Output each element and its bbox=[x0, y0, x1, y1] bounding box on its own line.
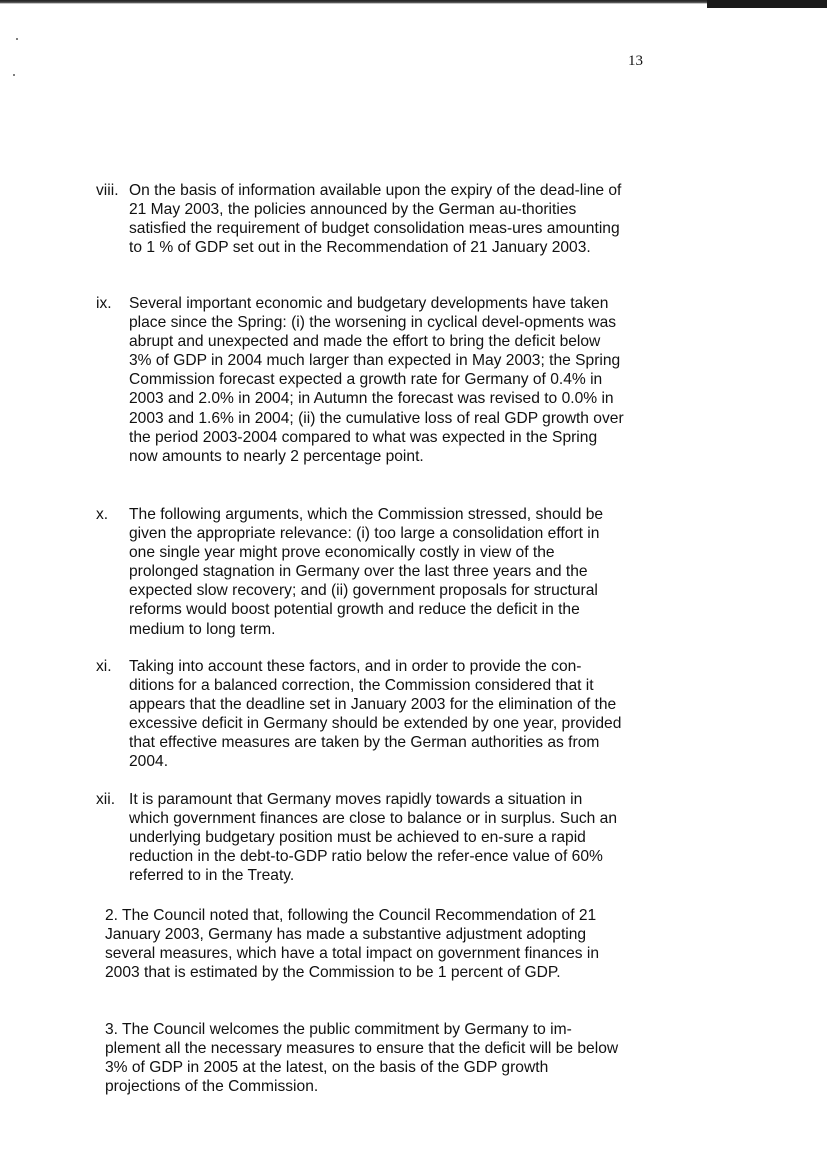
list-item-ix bbox=[96, 294, 626, 466]
paragraph-2: 2. The Council noted that, following the Council Recommendation of 21 January 2003, Germany has made a substantive adjustment adopting several measures, which have a total impact on government finances in 2003 that is estimated by the Commission to be 1 percent of GDP. bbox=[105, 907, 600, 982]
list-item-text: It is paramount that Germany moves rapidly towards a situation in which government finances are close to balance or in surplus. Such an underlying budgetary position must be achieved to en-sure a rapid reduction in the debt-to-GDP ratio below the refer-ence value of 60% referred to in the Treaty. bbox=[129, 791, 618, 885]
list-item-text: Several important economic and budgetary developments have taken place since the Spring: (i) the worsening in cyclical devel-opments was abrupt and unexpected and made the effort to bring the deficit below 3% of GDP in 2004 much larger than expected in May 2003; the Spring Commission forecast expected a growth rate for Germany of 0.4% in 2003 and 2.0% in 2004; in Autumn the forecast was revised to 0.0% in 2003 and 1.6% in 2004; (ii) the cumulative loss of real GDP growth over the period 2003-2004 compared to what was expected in the Spring now amounts to nearly 2 percentage point. bbox=[129, 295, 624, 465]
list-item-number: xii. bbox=[96, 791, 116, 808]
list-item-text: On the basis of information available upon the expiry of the dead-line of 21 May 2003, the policies announced by the German au-thorities satisfied the requirement of budget consolidation meas-ures amounting to 1 % of GDP set out in the Recommendation of 21 January 2003. bbox=[129, 182, 622, 257]
list-item-xii bbox=[96, 790, 626, 885]
list-item-xi bbox=[96, 657, 626, 772]
paragraph-3: 3. The Council welcomes the public commitment by Germany to im-plement all the necessary measures to ensure that the deficit will be below 3% of GDP in 2005 at the latest, on the basis of the GDP growth projections of the Commission. bbox=[105, 1021, 619, 1096]
scan-top-edge-dark bbox=[707, 0, 827, 8]
list-item-number: viii. bbox=[96, 182, 119, 199]
list-item-text: Taking into account these factors, and in order to provide the con-ditions for a balanced correction, the Commission considered that it appears that the deadline set in January 2003 for the elimination of the excessive deficit in Germany should be extended by one year, provided that effective measures are taken by the German authorities as from 2004. bbox=[129, 658, 622, 771]
list-item-x bbox=[96, 505, 626, 639]
list-item-number: xi. bbox=[96, 658, 112, 675]
scan-top-edge bbox=[0, 0, 827, 4]
list-item-number: x. bbox=[96, 506, 109, 523]
scan-speck bbox=[16, 38, 18, 40]
list-item-number: ix. bbox=[96, 295, 112, 312]
list-item-viii bbox=[96, 181, 626, 257]
scan-speck bbox=[13, 74, 15, 76]
list-item-text: The following arguments, which the Commission stressed, should be given the appropriate relevance: (i) too large a consolidation effort in one single year might prove economically costly in view of the prolonged stagnation in Germany over the last three years and the expected slow recovery; and (ii) government proposals for structural reforms would boost potential growth and reduce the deficit in the medium to long term. bbox=[129, 506, 604, 638]
page-number: 13 bbox=[628, 53, 643, 69]
